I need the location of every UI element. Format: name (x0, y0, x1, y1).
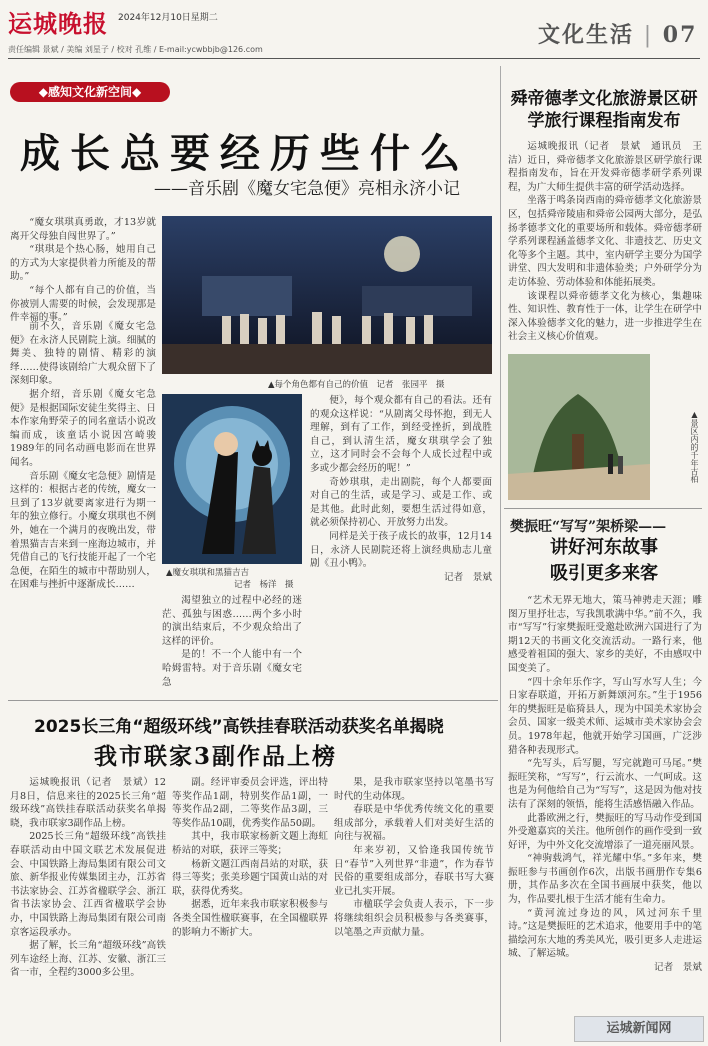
main-col3 (310, 394, 492, 666)
divider (504, 508, 702, 509)
paragraph: 便》，每个观众都有自己的看法。还有的观众这样说：“从剧离父母怀抱，到无人理解，到有了工作，到经受挫折，到战胜自己，到认清生活，魔女琪琪学会了独立，这才同时会不会每个人成长过程中或多或少都会经历的呢！” (310, 395, 492, 474)
byline: 记者 景斌 (444, 571, 492, 583)
ancient-cypress-illustration (508, 354, 650, 500)
paragraph: 前不久，音乐剧《魔女宅急便》在永济人民剧院上演。细腻的舞美、独特的剧情、精彩的演绎……使得该剧给广大观众留下了深刻印象。 (10, 321, 156, 387)
page-number: 07 (662, 22, 698, 48)
paragraph: 副。经评审委员会评选，评出特等奖作品1副，特别奖作品1副，一等奖作品2副，二等奖作品3副，三等奖作品10副，优秀奖作品50副。 (172, 777, 328, 829)
paragraph: 据了解，长三角“超级环线”高铁列车途经上海、江苏、安徽、浙江三省一市，全程约3000多公里。 (10, 940, 166, 979)
column-divider (500, 66, 501, 1042)
witch-and-cat-illustration (162, 394, 302, 564)
stage-photo-caption: ▲每个角色都有自己的价值 记者 张园平 摄 (268, 380, 445, 390)
section-title: 文化生活 | 07 (538, 22, 698, 48)
byline: 记者 景斌 (654, 962, 702, 974)
paragraph: 坐落于鸣条岗西南的舜帝德孝文化旅游景区，包括舜帝陵庙和舜帝公园两大部分，是弘扬孝德孝文化的重要场所和载体。舜帝德孝研学系列课程涵盖德孝文化、非遗技艺、历史文化等多个主题。其中，室内研学主要分为国学讲堂、四大发明和非遗体验类；户外研学分为走访体验、劳动体验和体能拓展类。 (508, 195, 702, 288)
paragraph: “神驹载鸿气，祥光耀中华。”多年来，樊振旺参与书画创作6次，出版书画册作专集6册，其作品多次在全国书画展中获奖，他以为，作品要扎根于生活才能有生命力。 (508, 853, 702, 906)
masthead-date: 2024年12月10日星期二 (118, 13, 218, 23)
mid-headline: 我市联家3副作品上榜 (94, 743, 338, 770)
main-col2 (162, 594, 302, 688)
paragraph: “艺术无界无地大，策马神骋走天涯；雕图万里抒壮志，写我凯歌满中华。”前不久，我市“写写”行家樊振旺受邀赴欧洲六国进行了为期12天的书画文化交流活动。一路行来，他感受着祖国的强大、家乡的美好，不由感叹中国变美了。 (508, 595, 702, 674)
paragraph: “四十余年乐作字，写山写水写人生；今日家春联道，开拓万新舞颂河东。”生于1956年的樊振旺是临猗县人，现为中国美术家协会会员、国家一级美术师、运城市美术家协会会员。1978年起，他就开始学习国画，广泛涉猎各种表现形式。 (508, 676, 702, 756)
paragraph: 同样是关于孩子成长的故事，12月14日，永济人民剧院还将上演经典励志儿童剧《丑小鸭》。 (310, 530, 492, 570)
stage-scene-illustration (162, 216, 492, 374)
column-badge: ◆感知文化新空间◆ (10, 82, 170, 102)
paragraph: 果，是我市联家坚持以笔墨书写时代的生动体现。 (334, 777, 494, 802)
paragraph: 据介绍，音乐剧《魔女宅急便》是根据国际安徒生奖得主、日本作家角野荣子的同名童话小说改编而成，该童话小说因宫崎骏1989年的同名动画电影而在世界闻名。 (10, 388, 156, 468)
right-bottom-body (508, 594, 702, 1012)
witch-photo-caption: ▲魔女琪琪和黑猫吉吉 (166, 568, 250, 578)
main-headline: 成长总要经历些什么 (20, 131, 470, 177)
paragraph: 此番欧洲之行，樊振旺的写马动作受到国外受邀嘉宾的关注。他所创作的画作受到一致好评，为中外文化交流增添了一道亮丽风景。 (508, 812, 702, 851)
right-top-body (508, 140, 702, 352)
masthead-logo: 运城晚报 (8, 9, 108, 38)
paragraph: 2025长三角“超级环线”高铁挂春联活动由中国文联艺术发展促进会、中国铁路上海局集团有限公司文旅、新华报业传媒集团主办，江苏省书法家协会、江苏省楹联学会、浙江省书法家协会、江西省楹联学会协办，中国铁路上海局集团有限公司南京客运段承办。 (10, 831, 166, 938)
main-col1 (10, 320, 156, 646)
paragraph: “黄河流过身边的风，风过河东千里诗。”这是樊振旺的艺术追求，他要用手中的笔描绘河东大地的秀美风光，吸引更多人走进运城、了解运城。 (508, 907, 702, 960)
paragraph: 市楹联学会负责人表示，下一步将继续组织会员积极参与各类赛事，以笔墨之声贡献力量。 (334, 899, 494, 938)
paragraph: 据悉，近年来我市联家积极参与各类全国性楹联赛事，在全国楹联界的影响力不断扩大。 (172, 899, 328, 938)
paragraph: 音乐剧《魔女宅急便》剧情是这样的：根据古老的传统，魔女一旦到了13岁就要离家进行为期一年的独立修行。小魔女琪琪也不例外，她在一个满月的夜晚出发，带着黑猫吉吉来到一座海边城市，并凭借自己的飞行技能开起了一个宅急便，在陌生的城市中帮助别人，在困难与挫折中逐渐成长…… (10, 470, 156, 591)
site-watermark: 运城新闻网 (574, 1016, 704, 1042)
lead-quotes (10, 216, 156, 324)
paragraph: 年来岁初，又恰逢我国传统节日“春节”入列世界“非遗”，作为春节民俗的重要组成部分，春联书写大赛业已扎实开展。 (334, 844, 494, 897)
stage-photo (162, 216, 492, 374)
masthead-editors: 责任编辑 景斌 / 美编 刘星子 / 校对 孔维 / E-mail:ycwbbjb@126.com (8, 45, 263, 54)
paragraph: 其中，我市联家杨新文题上海虹桥站的对联，获评三等奖； (172, 831, 328, 856)
header-rule (8, 58, 700, 59)
paragraph: 奇妙琪琪，走出剧院，每个人都要面对自己的生活，或是学习、或是工作、或是其他。此时此刻，要想生活过得如意，就必须保持初心、开放努力出发。 (310, 476, 492, 529)
cypress-photo (508, 354, 650, 500)
paragraph: 春联是中华优秀传统文化的重要组成部分，承载着人们对美好生活的向往与祝福。 (334, 804, 494, 843)
mid-col2 (172, 776, 328, 1042)
right-top-headline: 舜帝德孝文化旅游景区研学旅行课程指南发布 (510, 89, 698, 131)
section-name: 文化生活 (538, 22, 635, 48)
right-bottom-kicker: 樊振旺“写写”架桥梁—— (510, 519, 667, 535)
paragraph: 杨新文题江西南昌站的对联，获得三等奖；张美珍题宁国黄山站的对联，获得优秀奖。 (172, 858, 328, 897)
mid-col3 (334, 776, 494, 1042)
lead-quote: “琪琪是个热心肠，她用自己的方式为大家提供着力所能及的帮助。” (10, 244, 156, 283)
paragraph: 该课程以舜帝德孝文化为核心，集趣味性、知识性、教育性于一体，让学生在研学中深入体验德孝文化的魅力，进一步推进学生在社会主义核心价值观。 (508, 290, 702, 343)
witch-photo (162, 394, 302, 564)
mid-kicker: 2025长三角“超级环线”高铁挂春联活动获奖名单揭晓 (34, 717, 444, 737)
lead-quote: “魔女琪琪真勇敢，才13岁就离开父母独自闯世界了。” (10, 217, 156, 242)
main-subhead: ——音乐剧《魔女宅急便》亮相永济小记 (154, 179, 460, 199)
witch-photo-credit: 记者 杨洋 摄 (234, 580, 294, 590)
paragraph: 运城晚报讯（记者 景斌）12月8日，信息来往的2025长三角“超级环线”高铁挂春联活动获奖名单揭晓，我市联家3副作品上榜。 (10, 777, 166, 829)
divider (8, 700, 498, 701)
lead-quote: “每个人都有自己的价值，当你被别人需要的时候，会发现那是件幸福的事。” (10, 284, 156, 324)
paragraph: 运城晚报讯（记者 景斌 通讯员 王洁）近日，舜帝德孝文化旅游景区研学旅行课程指南发布，旨在开发舜帝德孝研学系列课程，为广大师生提供丰富的研学活动选择。 (508, 141, 702, 193)
paragraph: “先写头，后写腿，写完就跑可马尾。”樊振旺笑称，“写写”，行云流水、一气呵成。这也是为何他给自己为“写写”，这是因为他对技法有了深刻的领悟，能将生活感悟融入作品。 (508, 758, 702, 810)
paragraph: 渴望独立的过程中必经的迷茫、孤独与困惑……两个多小时的演出结束后，不少观众给出了这样的评价。 (162, 595, 302, 647)
cypress-photo-caption: ▲景区内的千年古柏 (690, 410, 699, 483)
right-bottom-headline-1: 讲好河东故事 (550, 537, 658, 558)
paragraph: 是的！不一个人能中有一个哈姆雷特。对于音乐剧《魔女宅急 (162, 649, 302, 688)
mid-col1 (10, 776, 166, 1042)
right-bottom-headline-2: 吸引更多来客 (550, 563, 658, 584)
